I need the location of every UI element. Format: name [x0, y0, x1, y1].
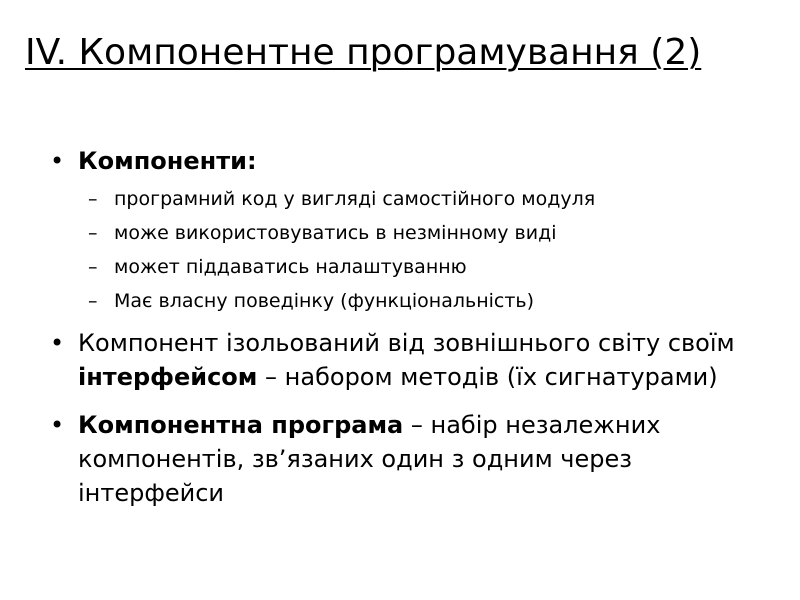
- bullet-text-after: – набір незалежних компонентів, зв’язаних один з одним через інтерфейси: [78, 411, 661, 507]
- sub-list: [50, 186, 750, 314]
- slide-content: [50, 144, 750, 510]
- sub-item: [50, 220, 750, 246]
- sub-item-text: програмний код у вигляді самостійного модуля: [114, 188, 596, 210]
- sub-bullet-marker: –: [88, 290, 98, 312]
- bullet-component-program: [50, 408, 750, 510]
- sub-item-text: может піддаватись налаштуванню: [114, 256, 467, 278]
- bullet-text-after: – набором методів (їх сигнатурами): [257, 363, 718, 391]
- bullet-text-before: Компонент ізольований від зовнішнього світу своїм: [78, 329, 735, 357]
- bullet-components: [50, 144, 750, 178]
- sub-item-text: Має власну поведінку (функціональність): [114, 290, 535, 312]
- sub-bullet-marker: –: [88, 188, 98, 210]
- bullet-emphasis: інтерфейсом: [78, 363, 258, 391]
- sub-bullet-marker: –: [88, 222, 98, 244]
- sub-item: [50, 186, 750, 212]
- bullet-marker: •: [50, 147, 65, 175]
- sub-item: [50, 254, 750, 280]
- slide-title: IV. Компонентне програмування (2): [25, 32, 702, 73]
- sub-item-text: може використовуватись в незмінному виді: [114, 222, 557, 244]
- bullet-marker: •: [50, 411, 65, 439]
- bullet-marker: •: [50, 329, 65, 357]
- bullet-interface: [50, 326, 750, 394]
- bullet-heading: Компоненти:: [78, 147, 257, 175]
- sub-bullet-marker: –: [88, 256, 98, 278]
- bullet-emphasis: Компонентна програма: [78, 411, 404, 439]
- sub-item: [50, 288, 750, 314]
